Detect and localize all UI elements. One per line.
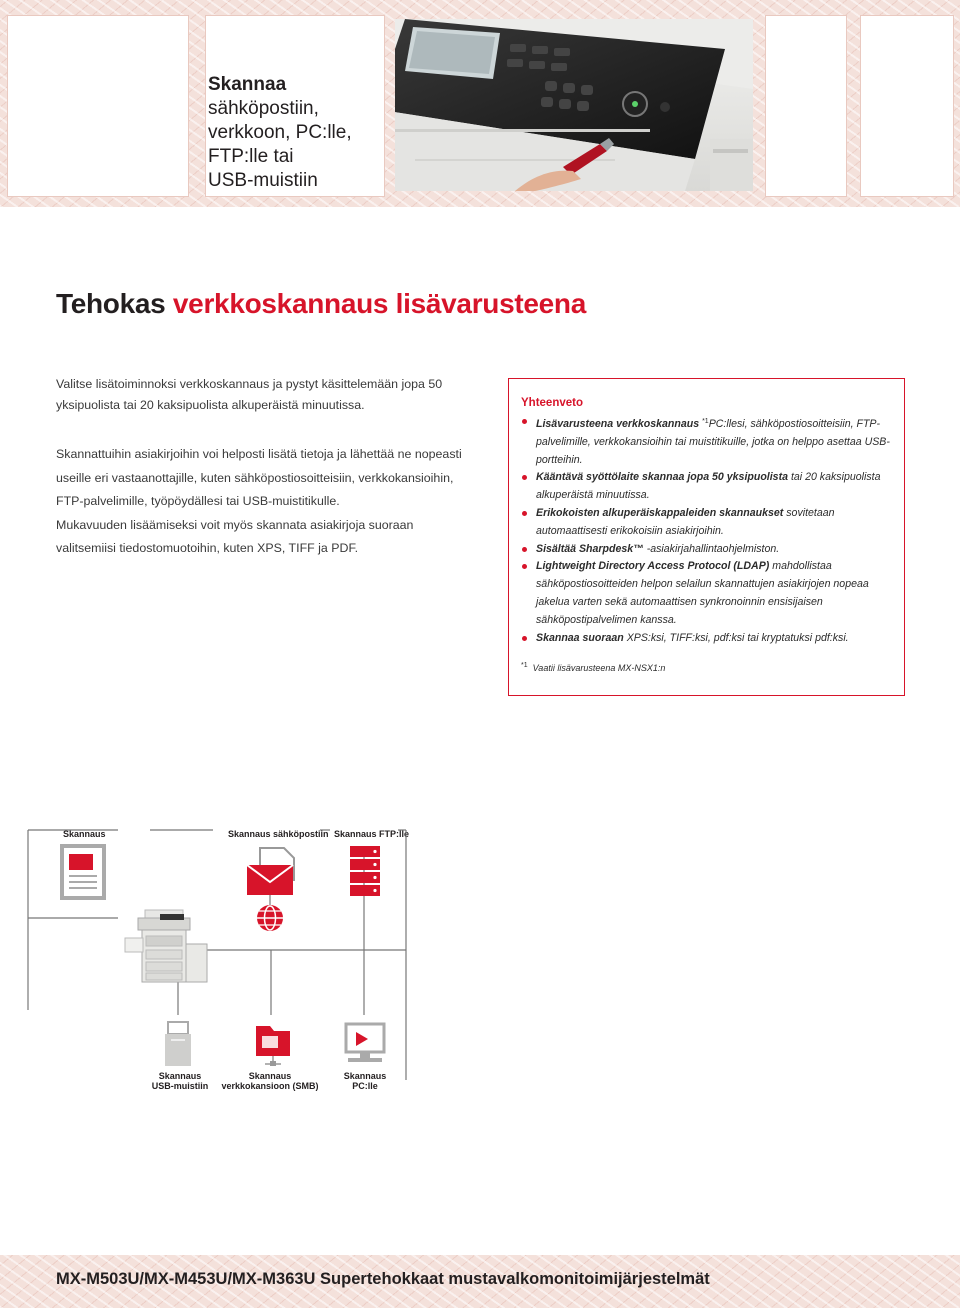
control-panel-usb-photo [395, 19, 753, 191]
bullet-icon [522, 511, 527, 516]
summary-item [521, 541, 892, 559]
bullet-icon [522, 636, 527, 641]
hero-title-line: verkkoon, PC:lle, [208, 122, 352, 143]
summary-item-text: PC:llesi, sähköpostiosoitteisiin, FTP-palvelimille, verkkokansioihin tai muistitikuille, jotka on helppo asettaa USB-portteihin. [536, 418, 890, 466]
body-paragraph: Mukavuuden lisäämiseksi voit myös skannata asiakirjoja suoraan valitsemiisi tiedostomuotoihin, kuten XPS, TIFF ja PDF. [56, 517, 414, 556]
bullet-icon [522, 564, 527, 569]
intro-paragraph: Valitse lisätoiminnoksi verkkoskannaus ja pystyt käsittelemään jopa 50 yksipuolista tai 20 kaksipuolista alkuperäistä minuutissa. [56, 377, 443, 412]
footnote [521, 662, 665, 673]
hero-title-line: USB-muistiin [208, 170, 318, 191]
summary-item [521, 469, 892, 505]
label-pc-line1: Skannaus [343, 1071, 387, 1081]
usb-memory-icon [165, 1022, 191, 1066]
label-scan-email: Skannaus sähköpostiin [228, 829, 329, 839]
hero-card [7, 15, 189, 197]
footnote-ref: *1 [702, 418, 709, 425]
mfp-printer-icon [125, 910, 207, 982]
hero-title-bold: Skannaa [208, 74, 287, 95]
body-paragraph: Skannattuihin asiakirjoihin voi helposti lisätä tietoja ja lähettää ne nopeasti useille eri vastaanottajille, kuten sähköpostiosoitteisiin, verkkokansioihin, FTP-palvelimille, työpöydällesi tai USB-muistitikulle. [56, 447, 462, 509]
hero-title-line: sähköpostiin, [208, 98, 319, 119]
bullet-icon [522, 547, 527, 552]
pc-monitor-icon [346, 1024, 384, 1062]
summary-item-text: -asiakirjahallintaohjelmiston. [646, 542, 780, 555]
footnote-text: Vaatii lisävarusteena MX-NSX1:n [532, 663, 666, 673]
bullet-icon [522, 475, 527, 480]
bullet-icon [522, 419, 527, 424]
server-icon [350, 846, 380, 896]
hero-title [208, 73, 352, 193]
hero-title-line: FTP:lle tai [208, 146, 294, 167]
summary-item [521, 630, 892, 648]
footnote-mark: *1 [521, 662, 528, 669]
summary-item-text: mahdollistaa sähköpostiosoitteiden helpon selailun skannattujen asiakirjojen nopeaa jakelua varten sekä automaattisen synkronoinnin ensisijaisen sähköpostipalvelimen kanssa. [536, 560, 869, 626]
body-text [56, 443, 466, 561]
document-icon [62, 846, 104, 898]
label-pc [335, 1071, 395, 1091]
summary-item-bold: Kääntävä syöttölaite skannaa jopa 50 yksipuolista [536, 471, 788, 484]
summary-heading: Yhteenveto [521, 397, 583, 409]
section-heading-red: verkkoskannaus lisävarusteena [172, 288, 587, 319]
summary-item [521, 413, 892, 469]
email-icon [247, 848, 294, 895]
label-usb [140, 1071, 220, 1091]
summary-box [508, 378, 905, 696]
label-smb-line1: Skannaus [248, 1071, 292, 1081]
label-scan: Skannaus [63, 829, 106, 839]
globe-icon [257, 905, 283, 931]
label-scan-ftp: Skannaus FTP:lle [334, 829, 410, 839]
footer-title: MX-M503U/MX-M453U/MX-M363U Supertehokkaat mustavalkomonitoimijärjestelmät [56, 1270, 710, 1288]
network-folder-icon [256, 1026, 290, 1066]
summary-item [521, 558, 892, 629]
summary-item [521, 505, 892, 541]
label-smb-line2: verkkokansioon (SMB) [221, 1081, 319, 1091]
label-usb-line2: USB-muistiin [151, 1081, 209, 1091]
label-smb [215, 1071, 325, 1091]
section-heading [56, 288, 586, 320]
product-photo [395, 19, 753, 191]
summary-item-bold: Sisältää Sharpdesk™ [536, 542, 644, 555]
summary-item-bold: Erikokoisten alkuperäiskappaleiden skannaukset [536, 506, 784, 519]
summary-item-text: sovitetaan automaattisesti erikokoisiin asiakirjoihin. [536, 506, 835, 537]
label-usb-line1: Skannaus [158, 1071, 202, 1081]
summary-item-bold: Lightweight Directory Access Protocol (LDAP) [536, 560, 770, 573]
section-heading-black: Tehokas [56, 288, 166, 319]
decor-card-2 [860, 15, 954, 197]
summary-list [521, 413, 892, 647]
label-pc-line2: PC:lle [352, 1081, 378, 1091]
summary-item-text: tai 20 kaksipuolista alkuperäistä minuutissa. [536, 471, 881, 502]
decor-card-1 [765, 15, 847, 197]
summary-item-bold: Lisävarusteena verkkoskannaus [536, 418, 700, 430]
summary-item-bold: Skannaa suoraan [536, 631, 624, 644]
summary-item-text: XPS:ksi, TIFF:ksi, pdf:ksi tai kryptatuksi pdf:ksi. [626, 631, 849, 644]
